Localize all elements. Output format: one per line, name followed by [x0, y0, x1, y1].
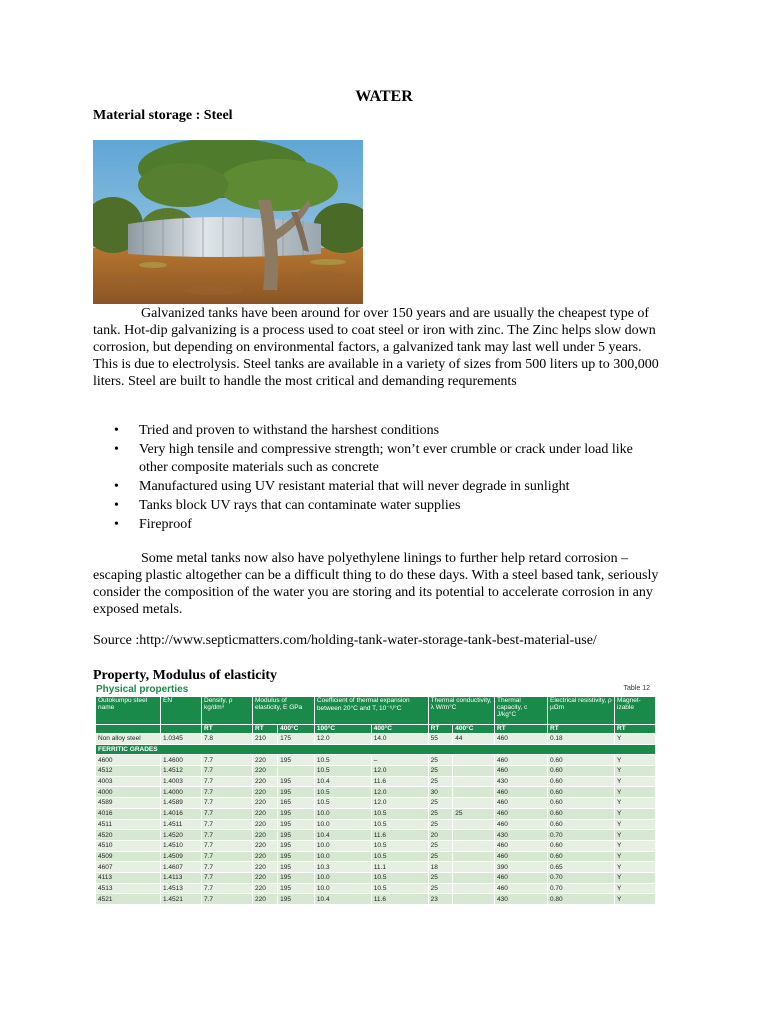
table-cell: 4003 [96, 776, 161, 787]
table-cell [453, 872, 495, 883]
table-cell: 25 [453, 808, 495, 819]
table-cell [453, 894, 495, 905]
table-cell: Y [615, 819, 656, 830]
table-cell: 10.5 [371, 872, 428, 883]
table-title: Physical properties [96, 684, 189, 695]
table-cell: 10.5 [314, 787, 371, 798]
table-cell: Y [615, 830, 656, 841]
col-header: Thermal conductivity, λ W/m°C [428, 697, 494, 725]
table-cell: 195 [278, 862, 315, 873]
table-cell: 7.7 [202, 851, 253, 862]
table-row [96, 755, 656, 766]
table-cell: Y [615, 798, 656, 809]
physical-properties-table [93, 684, 656, 908]
table-cell: 165 [278, 798, 315, 809]
table-row [96, 819, 656, 830]
sub-header: 400°C [371, 725, 428, 734]
table-cell: 1.4016 [161, 808, 202, 819]
table-cell [453, 840, 495, 851]
table-cell: 1.4509 [161, 851, 202, 862]
col-header: Electrical resistivity, ρ µΩm [548, 697, 615, 725]
table-row [96, 872, 656, 883]
table-cell: 25 [428, 840, 453, 851]
table-cell: 195 [278, 872, 315, 883]
table-cell: 1.4607 [161, 862, 202, 873]
table-cell: 220 [253, 755, 278, 766]
table-cell: 4509 [96, 851, 161, 862]
table-cell: 195 [278, 819, 315, 830]
table-cell: 7.7 [202, 787, 253, 798]
source-link[interactable]: Source :http://www.septicmatters.com/holding-tank-water-storage-tank-best-material-use/ [93, 633, 597, 648]
table-row [96, 798, 656, 809]
table-cell: 14.0 [371, 734, 428, 745]
table-cell: 220 [253, 787, 278, 798]
table-cell: 25 [428, 766, 453, 777]
table-cell: 220 [253, 883, 278, 894]
bullet-item: • Tried and proven to withstand the harshest conditions [114, 423, 440, 438]
table-cell: 0.60 [548, 840, 615, 851]
table-cell: 10.5 [314, 755, 371, 766]
col-header: Coefficient of thermal expansion between 20°C and T, 10⁻⁶/°C [314, 697, 428, 725]
table-cell: 460 [495, 851, 548, 862]
table-cell [453, 819, 495, 830]
table-cell: 11.6 [371, 830, 428, 841]
table-cell: 1.4000 [161, 787, 202, 798]
table-cell: 7.7 [202, 776, 253, 787]
table-cell: 460 [495, 787, 548, 798]
table-cell: 0.60 [548, 851, 615, 862]
table-cell: 220 [253, 894, 278, 905]
group-row [96, 744, 656, 755]
table-cell [453, 776, 495, 787]
table-cell [453, 830, 495, 841]
table-cell: 30 [428, 787, 453, 798]
table-cell: 11.1 [371, 862, 428, 873]
col-header: Density, ρ kg/dm³ [202, 697, 253, 725]
table-cell: 10.4 [314, 830, 371, 841]
table-cell: 0.70 [548, 872, 615, 883]
sub-header: 400°C [278, 725, 315, 734]
table-cell: 220 [253, 851, 278, 862]
table-cell: 0.70 [548, 830, 615, 841]
table-cell: 4589 [96, 798, 161, 809]
table-cell: 4513 [96, 883, 161, 894]
table-cell: 0.60 [548, 755, 615, 766]
table-cell: 4512 [96, 766, 161, 777]
table-cell: 460 [495, 766, 548, 777]
table-cell: Y [615, 776, 656, 787]
table-cell: 23 [428, 894, 453, 905]
table-cell: 4511 [96, 819, 161, 830]
table-cell: 195 [278, 840, 315, 851]
table-cell: 25 [428, 755, 453, 766]
table-cell: 195 [278, 894, 315, 905]
table-cell [453, 755, 495, 766]
table-cell: 220 [253, 872, 278, 883]
table-cell: 220 [253, 808, 278, 819]
table-cell: 195 [278, 830, 315, 841]
table-cell: 1.4113 [161, 872, 202, 883]
table-cell: 1.0345 [161, 734, 202, 745]
table-cell: Non alloy steel [96, 734, 161, 745]
page-title: WATER [355, 88, 413, 105]
table-cell: 0.65 [548, 862, 615, 873]
table-cell: 460 [495, 840, 548, 851]
table-cell [278, 766, 315, 777]
col-header: EN [161, 697, 202, 725]
table-cell: 10.5 [371, 819, 428, 830]
table-cell: 460 [495, 734, 548, 745]
bullet-item: • Very high tensile and compressive strength; won’t ever crumble or crack under load like other composite materials such as concrete [114, 442, 633, 475]
table-cell: 7.7 [202, 840, 253, 851]
bullet-item: • Tanks block UV rays that can contaminate water supplies [114, 498, 461, 513]
table-cell: 10.5 [371, 851, 428, 862]
paragraph-linings: Some metal tanks now also have polyethylene linings to further help retard corrosion – escaping plastic altogether can be a difficult thing to do these days. With a steel based tank, seriously consider the composition of the water you are storing and its potential to accelerate corrosion in any exposed metals. [93, 551, 659, 617]
table-cell: 460 [495, 819, 548, 830]
table-cell: 44 [453, 734, 495, 745]
table-cell: 220 [253, 819, 278, 830]
table-cell: 1.4511 [161, 819, 202, 830]
table-cell: 7.7 [202, 755, 253, 766]
table-cell: 220 [253, 830, 278, 841]
table-cell [453, 798, 495, 809]
bullet-item: • Manufactured using UV resistant material that will never degrade in sunlight [114, 479, 570, 494]
table-cell: 195 [278, 851, 315, 862]
table-cell: 7.8 [202, 734, 253, 745]
table-cell: 460 [495, 798, 548, 809]
table-cell: 0.18 [548, 734, 615, 745]
table-cell: 10.3 [314, 862, 371, 873]
property-heading: Property, Modulus of elasticity [93, 668, 278, 683]
table-cell: 220 [253, 776, 278, 787]
table-cell: – [371, 755, 428, 766]
table-row [96, 808, 656, 819]
table-cell: 12.0 [314, 734, 371, 745]
table-cell: Y [615, 734, 656, 745]
sub-header [96, 725, 161, 734]
table-cell: Y [615, 755, 656, 766]
table-cell: 25 [428, 819, 453, 830]
properties-grid [95, 696, 656, 905]
table-cell: 10.5 [314, 798, 371, 809]
table-cell: 25 [428, 776, 453, 787]
col-header: Outokumpu steel name [96, 697, 161, 725]
table-row [96, 862, 656, 873]
table-cell: 7.7 [202, 819, 253, 830]
table-cell: Y [615, 787, 656, 798]
col-header: Magnet-izable [615, 697, 656, 725]
table-cell: 1.4521 [161, 894, 202, 905]
table-row [96, 766, 656, 777]
table-cell: 0.60 [548, 787, 615, 798]
table-row [96, 883, 656, 894]
table-cell: 25 [428, 883, 453, 894]
sub-header: RT [548, 725, 615, 734]
table-cell: 460 [495, 872, 548, 883]
table-cell: 55 [428, 734, 453, 745]
table-cell: 11.6 [371, 894, 428, 905]
table-row [96, 734, 656, 745]
table-cell: 220 [253, 798, 278, 809]
table-cell: 0.60 [548, 766, 615, 777]
sub-header: 400°C [453, 725, 495, 734]
sub-header: RT [495, 725, 548, 734]
table-cell: 0.80 [548, 894, 615, 905]
table-cell: 10.0 [314, 883, 371, 894]
table-cell: 10.0 [314, 840, 371, 851]
table-cell: 11.6 [371, 776, 428, 787]
table-cell: Y [615, 851, 656, 862]
table-row [96, 787, 656, 798]
table-cell: 1.4600 [161, 755, 202, 766]
table-cell: 10.5 [314, 766, 371, 777]
table-cell: 10.5 [371, 840, 428, 851]
table-row [96, 851, 656, 862]
table-cell: 4520 [96, 830, 161, 841]
table-cell: Y [615, 766, 656, 777]
table-cell: 20 [428, 830, 453, 841]
table-cell: 10.4 [314, 894, 371, 905]
steel-tank-photo [93, 140, 363, 304]
sub-header: RT [202, 725, 253, 734]
table-cell: 10.4 [314, 776, 371, 787]
table-cell: 195 [278, 808, 315, 819]
table-cell: 4510 [96, 840, 161, 851]
table-cell: 0.60 [548, 819, 615, 830]
table-cell: 4600 [96, 755, 161, 766]
table-cell: 10.0 [314, 851, 371, 862]
table-cell: 460 [495, 808, 548, 819]
table-cell: 175 [278, 734, 315, 745]
bullet-list [93, 422, 663, 535]
table-cell: 1.4513 [161, 883, 202, 894]
sub-header: RT [615, 725, 656, 734]
table-cell: 12.0 [371, 787, 428, 798]
table-cell: 4016 [96, 808, 161, 819]
table-cell: 210 [253, 734, 278, 745]
table-cell: 1.4520 [161, 830, 202, 841]
sub-header: RT [253, 725, 278, 734]
table-cell: 0.60 [548, 776, 615, 787]
table-cell: 7.7 [202, 808, 253, 819]
table-row [96, 840, 656, 851]
table-cell: 1.4003 [161, 776, 202, 787]
table-cell: 195 [278, 787, 315, 798]
table-cell: 195 [278, 776, 315, 787]
table-cell: 10.0 [314, 808, 371, 819]
table-cell: 0.60 [548, 808, 615, 819]
table-cell: Y [615, 862, 656, 873]
table-cell: 4000 [96, 787, 161, 798]
table-cell: 4113 [96, 872, 161, 883]
table-cell: 4607 [96, 862, 161, 873]
table-cell: 25 [428, 808, 453, 819]
table-cell: 1.4510 [161, 840, 202, 851]
table-cell: 1.4589 [161, 798, 202, 809]
table-cell: Y [615, 840, 656, 851]
table-cell: Y [615, 872, 656, 883]
table-row [96, 776, 656, 787]
bullet-item: • Fireproof [114, 517, 192, 532]
table-cell: 430 [495, 894, 548, 905]
group-label: FERRITIC GRADES [96, 744, 656, 755]
table-cell: 25 [428, 872, 453, 883]
table-cell: 7.7 [202, 894, 253, 905]
table-cell [453, 883, 495, 894]
material-heading: Material storage : Steel [93, 108, 233, 123]
table-cell: 18 [428, 862, 453, 873]
table-cell: 7.7 [202, 862, 253, 873]
table-cell: 195 [278, 883, 315, 894]
table-row [96, 830, 656, 841]
sub-header [161, 725, 202, 734]
table-cell: 7.7 [202, 872, 253, 883]
table-cell: 10.5 [371, 808, 428, 819]
table-cell: 430 [495, 776, 548, 787]
table-cell: 10.0 [314, 872, 371, 883]
table-cell: 4521 [96, 894, 161, 905]
col-header: Modulus of elasticity, E GPa [253, 697, 315, 725]
table-cell: 7.7 [202, 830, 253, 841]
table-cell: 430 [495, 830, 548, 841]
col-header: Thermal capacity, c J/kg°C [495, 697, 548, 725]
sub-header: 100°C [314, 725, 371, 734]
table-cell [453, 766, 495, 777]
table-cell [453, 851, 495, 862]
table-cell: 7.7 [202, 766, 253, 777]
paragraph-galvanized: Galvanized tanks have been around for over 150 years and are usually the cheapest type of tank. Hot-dip galvanizing is a process used to coat steel or iron with zinc. The Zinc helps slow down corrosion, but depending on environmental factors, a galvanized tank may last well under 5 years. This is due to electrolysis. Steel tanks are available in a variety of sizes from 500 liters up to 300,000 liters. Steel are built to handle the most critical and demanding requrements [93, 306, 659, 389]
table-cell: 0.60 [548, 798, 615, 809]
table-cell: 460 [495, 883, 548, 894]
table-cell: 0.70 [548, 883, 615, 894]
table-row [96, 894, 656, 905]
table-cell: 7.7 [202, 798, 253, 809]
table-cell: 12.0 [371, 766, 428, 777]
table-cell: Y [615, 808, 656, 819]
table-cell: 25 [428, 798, 453, 809]
table-number: Table 12 [623, 685, 650, 692]
table-cell: 10.5 [371, 883, 428, 894]
table-cell: 25 [428, 851, 453, 862]
table-cell: 7.7 [202, 883, 253, 894]
table-cell: 390 [495, 862, 548, 873]
table-cell: Y [615, 883, 656, 894]
table-cell: 220 [253, 840, 278, 851]
table-cell: 195 [278, 755, 315, 766]
table-cell: 220 [253, 862, 278, 873]
sub-header: RT [428, 725, 453, 734]
table-cell: 12.0 [371, 798, 428, 809]
table-cell [453, 787, 495, 798]
table-cell: 220 [253, 766, 278, 777]
table-cell [453, 862, 495, 873]
table-cell: 10.0 [314, 819, 371, 830]
table-cell: Y [615, 894, 656, 905]
table-cell: 460 [495, 755, 548, 766]
table-cell: 1.4512 [161, 766, 202, 777]
